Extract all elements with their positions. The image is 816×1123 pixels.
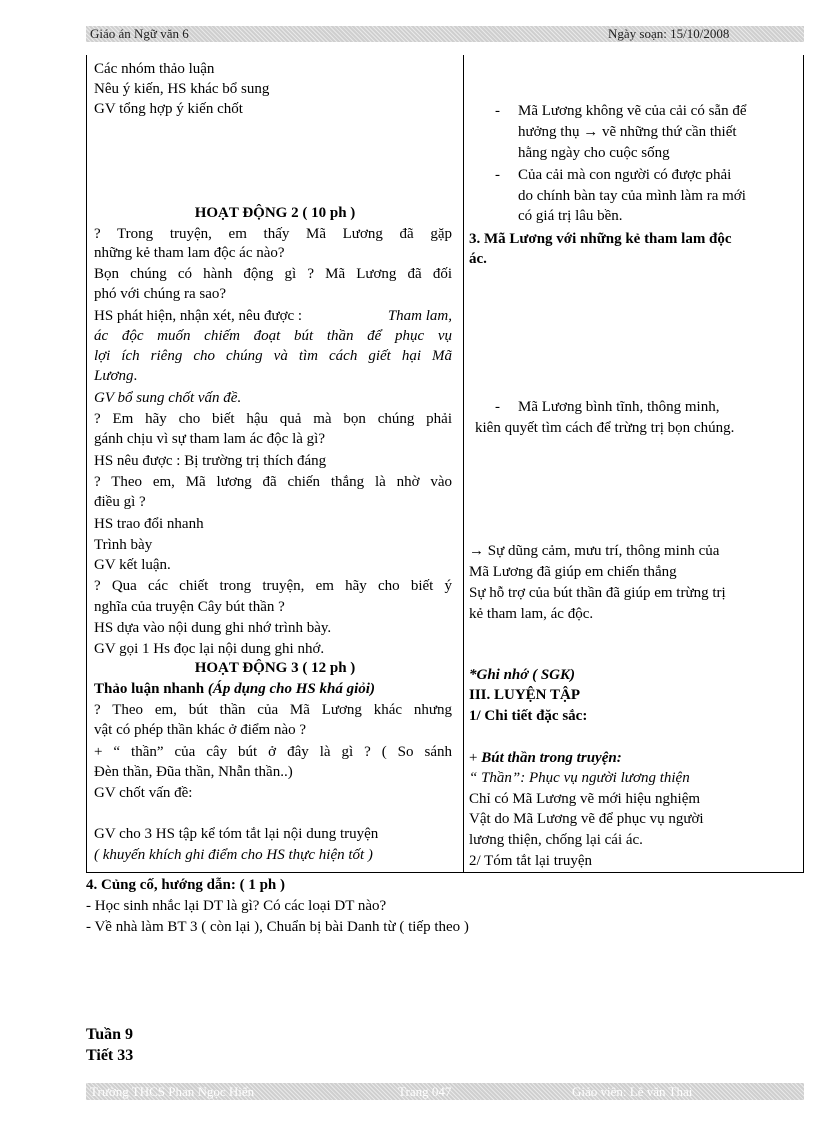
lesson-table (86, 55, 804, 873)
left-line: HS nêu được : Bị trường trị thích đáng (94, 453, 327, 469)
section-iii-title: III. LUYỆN TẬP (469, 687, 580, 703)
left-line: phó với chúng ra sao? (94, 286, 227, 302)
header-right: Ngày soạn: 15/10/2008 (608, 26, 730, 41)
left-line: nghĩa của truyện Cây bút thần ? (94, 599, 285, 615)
left-line: Bọn chúng có hành động gì ? Mã Lương đã đối (94, 266, 452, 282)
right-line: do chính bàn tay của mình làm ra mới (518, 188, 746, 204)
left-line: GV kết luận. (94, 557, 171, 573)
left-line: + “ thần” của cây bút ở đây là gì ? ( So sánh (94, 744, 452, 760)
footer-teacher: Giáo viên: Lê văn Thai (572, 1084, 693, 1099)
footer-page: Trang 047 (398, 1084, 452, 1099)
hs-prefix: HS phát hiện, nhận xét, nêu được : (94, 308, 303, 324)
left-line: ? Theo em, Mã lương đã chiến thắng là nhờ vào (94, 474, 452, 490)
right-line: Vật do Mã Lương vẽ để phục vụ người (469, 811, 704, 827)
activity-2-title: HOẠT ĐỘNG 2 ( 10 ph ) (194, 205, 356, 221)
left-line: GV gọi 1 Hs đọc lại nội dung ghi nhớ. (94, 641, 325, 657)
left-line: ? Qua các chiết trong truyện, em hãy cho biết ý (94, 578, 452, 594)
right-line: Mã Lương không vẽ của cải có sẵn để (518, 103, 747, 119)
left-line: ( khuyến khích ghi điểm cho HS thực hiện tốt ) (94, 847, 373, 863)
header-left: Giáo án Ngữ văn 6 (90, 26, 189, 41)
left-line: ? Trong truyện, em thấy Mã Lương đã gặp (94, 226, 452, 242)
left-line: điều gì ? (94, 494, 146, 510)
left-line: gánh chịu vì sự tham lam ác độc là gì? (94, 431, 325, 447)
right-line: lương thiện, chống lại cái ác. (469, 832, 643, 848)
section-3-title: ác. (469, 251, 487, 267)
left-line: lợi ích riêng cho chúng và tìm cách giết hại Mã (94, 348, 452, 364)
right-line: Mã Lương bình tĩnh, thông minh, (518, 399, 720, 415)
right-line: Chỉ có Mã Lương vẽ mới hiệu nghiệm (469, 791, 701, 807)
week-label: Tuần 9 (86, 1026, 133, 1043)
left-line: những kẻ tham lam độc ác nào? (94, 245, 285, 261)
left-line (94, 307, 452, 326)
right-line: hưởng thụ → vẽ những thứ cần thiết (518, 124, 737, 140)
left-line: GV chốt vấn đề: (94, 785, 193, 801)
left-line: Đèn thần, Đũa thần, Nhẫn thần..) (94, 764, 293, 780)
right-line: hằng ngày cho cuộc sống (518, 145, 670, 161)
lesson-label: Tiết 33 (86, 1047, 134, 1064)
activity-3-title: HOẠT ĐỘNG 3 ( 12 ph ) (194, 660, 356, 676)
section-4-line: - Học sinh nhắc lại DT là gì? Có các loại DT nào? (86, 898, 387, 914)
section-4-title: 4. Củng cố, hướng dẫn: ( 1 ph ) (86, 877, 286, 893)
right-line: Mã Lương đã giúp em chiến thắng (469, 564, 677, 580)
right-line: có giá trị lâu bền. (518, 208, 623, 224)
bullet-dash: - (495, 103, 500, 119)
right-line: kiên quyết tìm cách để trừng trị bọn chúng. (475, 420, 735, 436)
column-divider (463, 55, 464, 872)
right-line: kẻ tham lam, ác độc. (469, 606, 594, 622)
footer-school: Trường THCS Phan Ngọc Hiển (90, 1084, 255, 1099)
subsection-2: 2/ Tóm tắt lại truyện (469, 853, 593, 869)
left-line: Nêu ý kiến, HS khác bổ sung (94, 81, 270, 97)
left-line: ? Em hãy cho biết hậu quả mà bọn chúng phải (94, 411, 452, 427)
left-line: HS dựa vào nội dung ghi nhớ trình bày. (94, 620, 332, 636)
right-line: Sự hỗ trợ của bút thần đã giúp em trừng trị (469, 585, 726, 601)
right-line: Của cải mà con người có được phải (518, 167, 732, 183)
left-line: vật có phép thần khác ở điểm nào ? (94, 722, 307, 738)
right-line: + Bút thần trong truyện: (469, 750, 622, 766)
page-header (86, 26, 804, 42)
page-footer (86, 1083, 804, 1100)
left-line: GV bổ sung chốt vấn đề. (94, 390, 242, 406)
section-4-line: - Về nhà làm BT 3 ( còn lại ), Chuẩn bị bài Danh từ ( tiếp theo ) (86, 919, 469, 935)
ghi-nho: *Ghi nhớ ( SGK) (469, 667, 575, 683)
bullet-dash: - (495, 167, 500, 183)
left-line: GV tổng hợp ý kiến chốt (94, 101, 243, 117)
left-line: HS trao đổi nhanh (94, 516, 204, 532)
left-line: ác độc muốn chiếm đoạt bút thần để phục vụ (94, 328, 452, 344)
subsection-1: 1/ Chi tiết đặc sắc: (469, 708, 588, 724)
left-line: Thảo luận nhanh (Áp dụng cho HS khá giỏi) (94, 681, 375, 697)
hs-answer: Tham lam, (387, 308, 452, 324)
left-line: Lương. (94, 368, 138, 384)
right-line: → Sự dũng cảm, mưu trí, thông minh của (469, 543, 720, 559)
section-3-title: 3. Mã Lương với những kẻ tham lam độc (469, 231, 732, 247)
left-line: ? Theo em, bút thần của Mã Lương khác nhưng (94, 702, 452, 718)
left-line: GV cho 3 HS tập kể tóm tắt lại nội dung truyện (94, 826, 379, 842)
bullet-dash: - (495, 399, 500, 415)
right-line: “ Thần”: Phục vụ người lương thiện (469, 770, 690, 786)
left-line: Trình bày (94, 537, 153, 553)
left-line: Các nhóm thảo luận (94, 61, 215, 77)
